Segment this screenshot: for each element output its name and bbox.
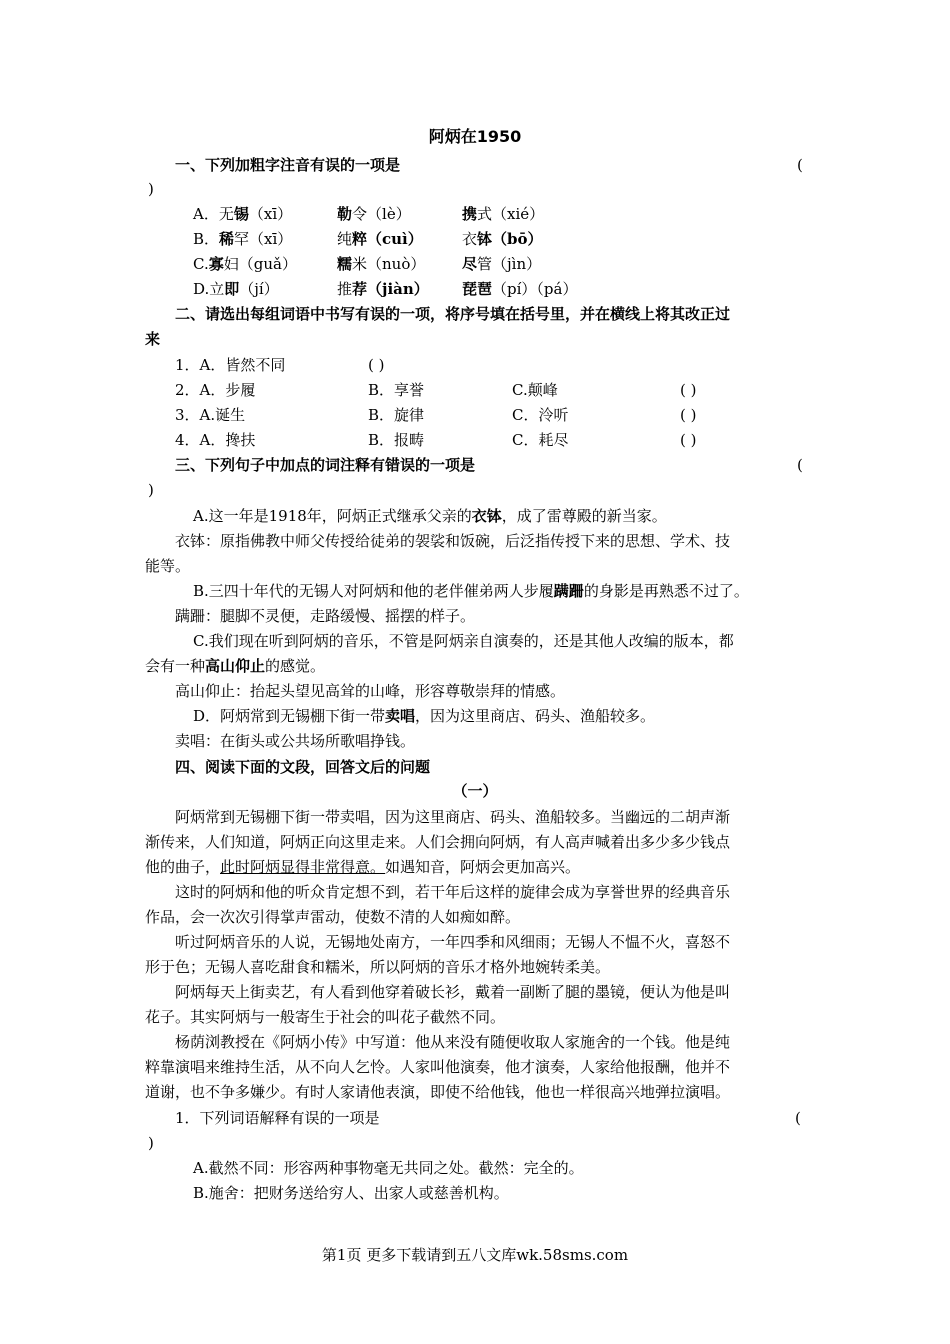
passage-p1-line3: 他的曲子，此时阿炳显得非常得意。如遇知音，阿炳会更加高兴。 xyxy=(145,858,581,876)
passage-subheading: （一） xyxy=(452,782,498,800)
q4-option-a: A.截然不同：形容两种事物毫无共同之处。截然：完全的。 xyxy=(193,1159,584,1177)
q1-heading: 一、下列加粗字注音有误的一项是 xyxy=(175,156,401,174)
passage-p1-line2: 渐传来，人们知道，阿炳正向这里走来。人们会拥向阿炳，有人高声喊着出多少多少钱点 xyxy=(145,833,731,851)
q3-option-c: C.我们现在听到阿炳的音乐，不管是阿炳亲自演奏的，还是其他人改编的版本，都 xyxy=(193,632,734,650)
q2-heading-cont: 来 xyxy=(145,330,161,348)
passage-p3-line2: 形于色；无锡人喜吃甜食和糯米，所以阿炳的音乐才格外地婉转柔美。 xyxy=(145,958,611,976)
passage-p4-line1: 阿炳每天上街卖艺，有人看到他穿着破长衫，戴着一副断了腿的墨镜，便认为他是叫 xyxy=(175,983,731,1001)
q3-option-a-note: 衣钵：原指佛教中师父传授给徒弟的袈裟和饭碗，后泛指传授下来的思想、学术、技 xyxy=(175,532,731,550)
q4-heading: 四、阅读下面的文段，回答文后的问题 xyxy=(175,758,431,776)
passage-p4-line2: 花子。其实阿炳与一般寄生于社会的叫花子截然不同。 xyxy=(145,1008,506,1026)
q3-option-c-cont: 会有一种高山仰止的感觉。 xyxy=(145,657,326,675)
q3-heading: 三、下列句子中加点的词注释有错误的一项是 xyxy=(175,456,476,474)
q3-option-d: D．阿炳常到无锡棚下街一带卖唱，因为这里商店、码头、渔船较多。 xyxy=(193,707,656,725)
q3-option-d-note: 卖唱：在街头或公共场所歌唱挣钱。 xyxy=(175,732,416,750)
document-page: 阿炳在1950 一、下列加粗字注音有误的一项是 ( ) A．无锡（xī） 勒令（lè） 携式（xié） B．稀罕（xī） 纯粹（cuì） 衣钵（bō） C.寡妇（guǎ） 糯米（nuò） 尽管（jìn） D.立即（jí） 推荐（jiàn） 琵琶（pí）（pá） 二、请选出每组词语中书写有误的一项，将序号填在括号里，并在横线上将其改正过 来 1．A．皆然不同 ( ) 2．A．步履 B．享誉 C.颠峰 ( ) 3．A.诞生 B．旋律 C．泠听 ( ) 4．A．搀扶 B．报畴 C．耗尽 ( ) 三、下列句子中加点的词注释有错误的一项是 ( ) A.这一年是1918年，阿炳正式继承父亲的衣钵，成了雷尊殿的新当家。 衣钵：原指佛教中师父传授给徒弟的袈裟和饭碗，后泛指传授下来的思想、学术、技 能等。 B.三四十年代的无锡人对阿炳和他的老伴催弟两人步履蹒跚的身影是再熟悉不过了。 蹒跚：腿脚不灵便，走路缓慢、摇摆的样子。 C.我们现在听到阿炳的音乐，不管是阿炳亲自演奏的，还是其他人改编的版本，都 会有一种高山仰止的感觉。 高山仰止：抬起头望见高耸的山峰，形容尊敬崇拜的情感。 D．阿炳常到无锡棚下街一带卖唱，因为这里商店、码头、渔船较多。 卖唱：在街头或公共场所歌唱挣钱。 四、阅读下面的文段，回答文后的问题 （一） 阿炳常到无锡棚下街一带卖唱，因为这里商店、码头、渔船较多。当幽远的二胡声渐 渐传来，人们知道，阿炳正向这里走来。人们会拥向阿炳，有人高声喊着出多少多少钱点 他的曲子，此时阿炳显得非常得意。如遇知音，阿炳会更加高兴。 这时的阿炳和他的听众肯定想不到，若干年后这样的旋律会成为享誉世界的经典音乐 作品，会一次次引得掌声雷动，使数不清的人如痴如醉。 听过阿炳音乐的人说，无锡地处南方，一年四季和风细雨；无锡人不愠不火，喜怒不 形于色；无锡人喜吃甜食和糯米，所以阿炳的音乐才格外地婉转柔美。 阿炳每天上街卖艺，有人看到他穿着破长衫，戴着一副断了腿的墨镜，便认为他是叫 花子。其实阿炳与一般寄生于社会的叫花子截然不同。 杨荫浏教授在《阿炳小传》中写道：他从来没有随便收取人家施舍的一个钱。他是纯 粹靠演唱来维持生活，从不向人乞怜。人家叫他演奏，他才演奏，人家给他报酬，他并不 道谢，也不争多嫌少。有时人家请他表演，即使不给他钱，他也一样很高兴地弹拉演唱。 1．下列词语解释有误的一项是 ( ) A.截然不同：形容两种事物毫无共同之处。截然：完全的。 B.施舍：把财务送给穷人、出家人或慈善机构。 第1页 更多下载请到五八文库wk.58sms.com xyxy=(0,0,950,1344)
page-footer: 第1页 更多下载请到五八文库wk.58sms.com xyxy=(321,1246,629,1264)
passage-p2-line2: 作品，会一次次引得掌声雷动，使数不清的人如痴如醉。 xyxy=(145,908,521,926)
passage-p5-line3: 道谢，也不争多嫌少。有时人家请他表演，即使不给他钱，他也一样很高兴地弹拉演唱。 xyxy=(145,1083,731,1101)
document-title: 阿炳在1950 xyxy=(428,127,522,146)
q4-paren-open: ( xyxy=(795,1109,801,1127)
underlined-sentence: 此时阿炳显得非常得意。 xyxy=(220,858,386,876)
q3-option-b-note: 蹒跚：腿脚不灵便，走路缓慢、摇摆的样子。 xyxy=(175,607,476,625)
passage-p1-line1: 阿炳常到无锡棚下街一带卖唱，因为这里商店、码头、渔船较多。当幽远的二胡声渐 xyxy=(175,808,731,826)
passage-p3-line1: 听过阿炳音乐的人说，无锡地处南方，一年四季和风细雨；无锡人不愠不火，喜怒不 xyxy=(175,933,731,951)
q3-option-b: B.三四十年代的无锡人对阿炳和他的老伴催弟两人步履蹒跚的身影是再熟悉不过了。 xyxy=(193,582,749,600)
q3-paren-open: ( xyxy=(797,456,803,474)
passage-p5-line2: 粹靠演唱来维持生活，从不向人乞怜。人家叫他演奏，他才演奏，人家给他报酬，他并不 xyxy=(145,1058,731,1076)
q4-paren-close: ) xyxy=(148,1134,154,1152)
q4-sub-question-1: 1．下列词语解释有误的一项是 xyxy=(175,1109,380,1127)
q3-paren-close: ) xyxy=(148,481,154,499)
passage-p5-line1: 杨荫浏教授在《阿炳小传》中写道：他从来没有随便收取人家施舍的一个钱。他是纯 xyxy=(175,1033,731,1051)
q1-paren-open: ( xyxy=(797,156,803,174)
q2-heading: 二、请选出每组词语中书写有误的一项，将序号填在括号里，并在横线上将其改正过 xyxy=(175,305,731,323)
q3-option-a: A.这一年是1918年，阿炳正式继承父亲的衣钵，成了雷尊殿的新当家。 xyxy=(193,507,667,525)
q3-option-a-note-cont: 能等。 xyxy=(145,557,191,575)
passage-p2-line1: 这时的阿炳和他的听众肯定想不到，若干年后这样的旋律会成为享誉世界的经典音乐 xyxy=(175,883,731,901)
q1-paren-close: ) xyxy=(148,180,154,198)
q4-option-b: B.施舍：把财务送给穷人、出家人或慈善机构。 xyxy=(193,1184,509,1202)
q3-option-c-note: 高山仰止：抬起头望见高耸的山峰，形容尊敬崇拜的情感。 xyxy=(175,682,566,700)
